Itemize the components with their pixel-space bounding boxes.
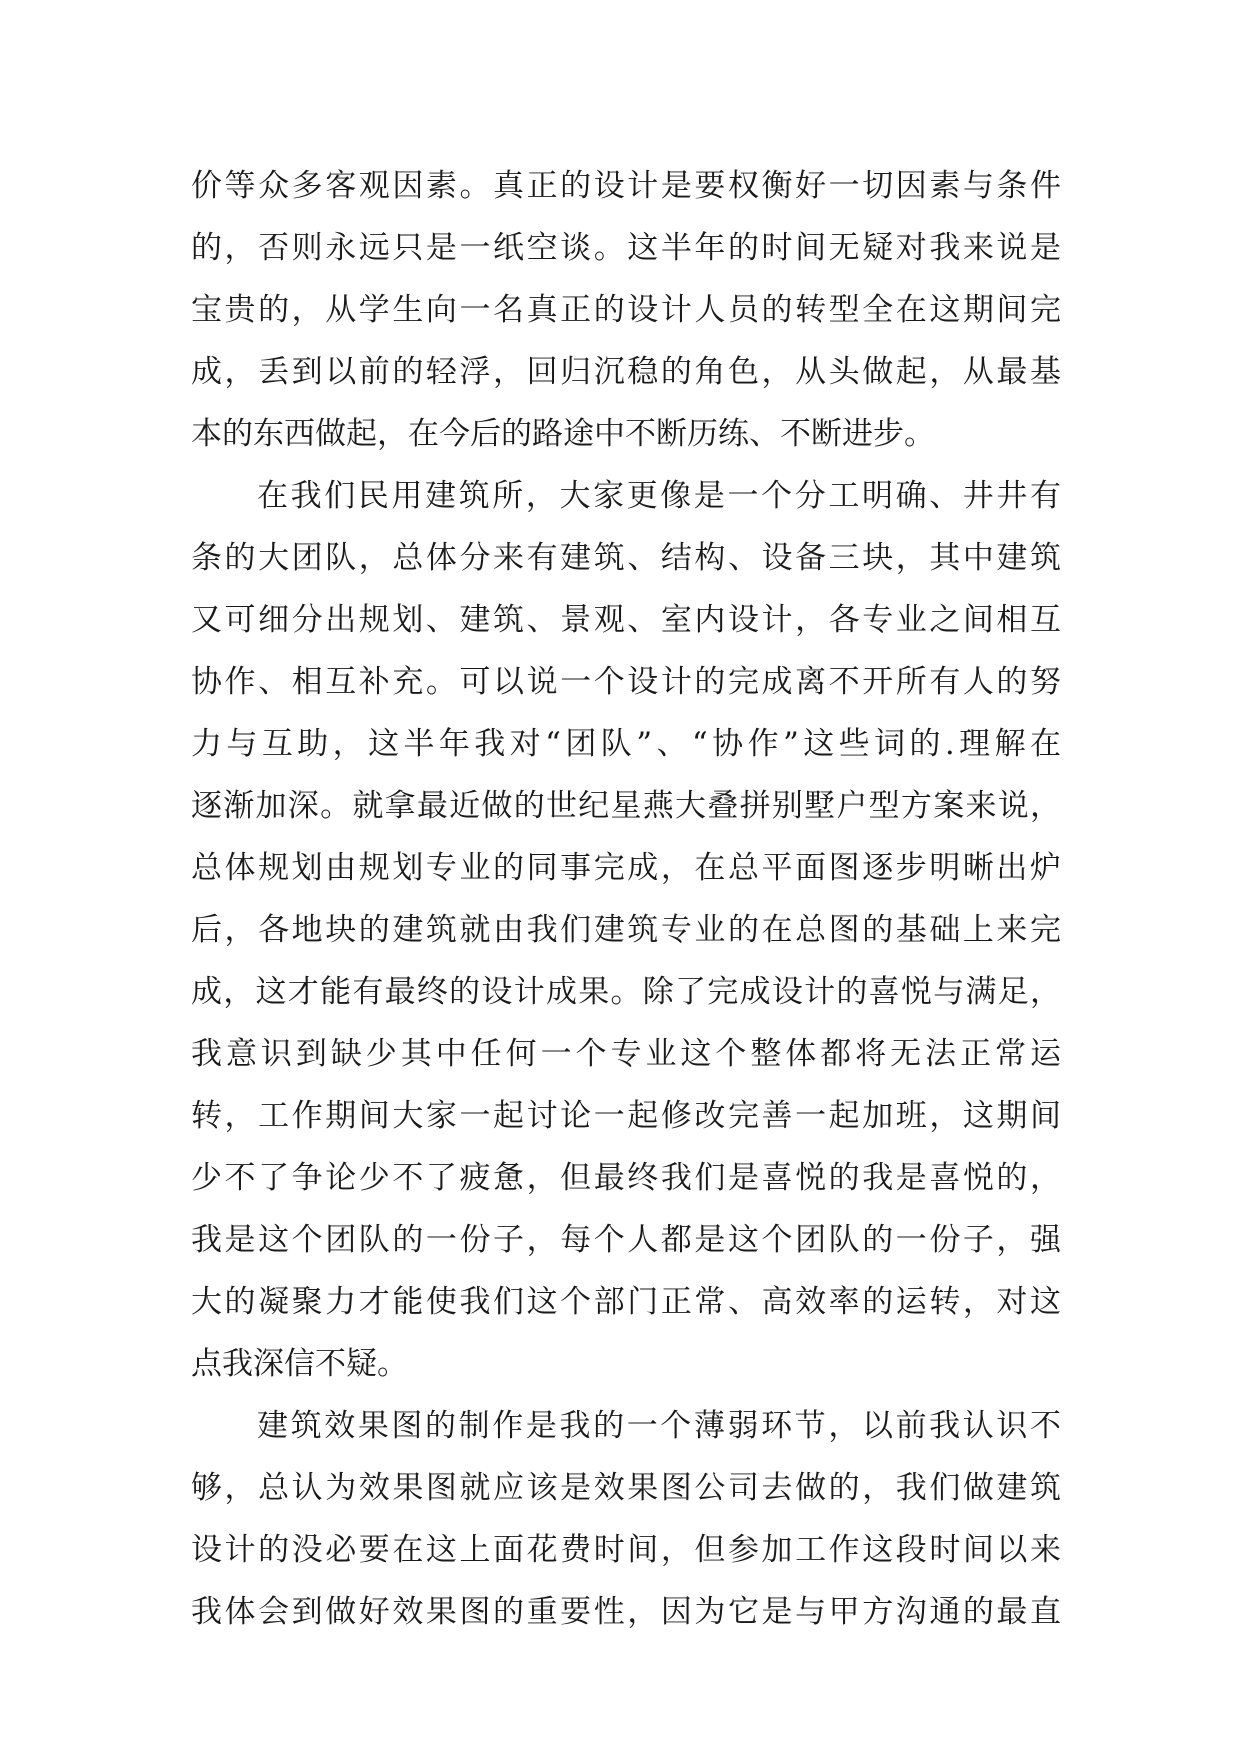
text-line: 总体规划由规划专业的同事完成，在总平面图逐步明晰出炉	[191, 850, 1061, 886]
text-line: 本的东西做起，在今后的路途中不断历练、不断进步。	[191, 416, 935, 452]
text-line: 点我深信不疑。	[191, 1346, 408, 1382]
text-line: 我意识到缺少其中任何一个专业这个整体都将无法正常运	[191, 1036, 1061, 1072]
text-line: 我体会到做好效果图的重要性，因为它是与甲方沟通的最直	[191, 1594, 1061, 1630]
text-line: 我是这个团队的一份子，每个人都是这个团队的一份子，强	[191, 1222, 1061, 1258]
text-line: 的，否则永远只是一纸空谈。这半年的时间无疑对我来说是	[191, 230, 1061, 266]
text-line: 价等众多客观因素。真正的设计是要权衡好一切因素与条件	[191, 168, 1061, 204]
text-line: 条的大团队，总体分来有建筑、结构、设备三块，其中建筑	[191, 540, 1061, 576]
paragraph	[191, 155, 1061, 465]
text-line: 建筑效果图的制作是我的一个薄弱环节，以前我认识不	[257, 1408, 1061, 1444]
paragraph	[191, 465, 1061, 1395]
paragraph	[191, 1395, 1061, 1643]
text-line: 逐渐加深。就拿最近做的世纪星燕大叠拼别墅户型方案来说，	[191, 788, 1061, 824]
body-text	[191, 155, 1061, 1643]
text-line: 后，各地块的建筑就由我们建筑专业的在总图的基础上来完	[191, 912, 1061, 948]
text-line: 转，工作期间大家一起讨论一起修改完善一起加班，这期间	[191, 1098, 1061, 1134]
text-line: 协作、相互补充。可以说一个设计的完成离不开所有人的努	[191, 664, 1061, 700]
text-line: 又可细分出规划、建筑、景观、室内设计，各专业之间相互	[191, 602, 1061, 638]
text-line: 少不了争论少不了疲惫，但最终我们是喜悦的我是喜悦的，	[191, 1160, 1061, 1196]
text-line: 设计的没必要在这上面花费时间，但参加工作这段时间以来	[191, 1532, 1061, 1568]
text-line: 够，总认为效果图就应该是效果图公司去做的，我们做建筑	[191, 1470, 1061, 1506]
text-line: 在我们民用建筑所，大家更像是一个分工明确、井井有	[257, 478, 1061, 514]
text-line: 成，这才能有最终的设计成果。除了完成设计的喜悦与满足，	[191, 974, 1061, 1010]
text-line: 成，丢到以前的轻浮，回归沉稳的角色，从头做起，从最基	[191, 354, 1061, 390]
text-line: 力与互助，这半年我对“团队”、“协作”这些词的.理解在	[191, 726, 1061, 762]
text-line: 大的凝聚力才能使我们这个部门正常、高效率的运转，对这	[191, 1284, 1061, 1320]
text-line: 宝贵的，从学生向一名真正的设计人员的转型全在这期间完	[191, 292, 1061, 328]
